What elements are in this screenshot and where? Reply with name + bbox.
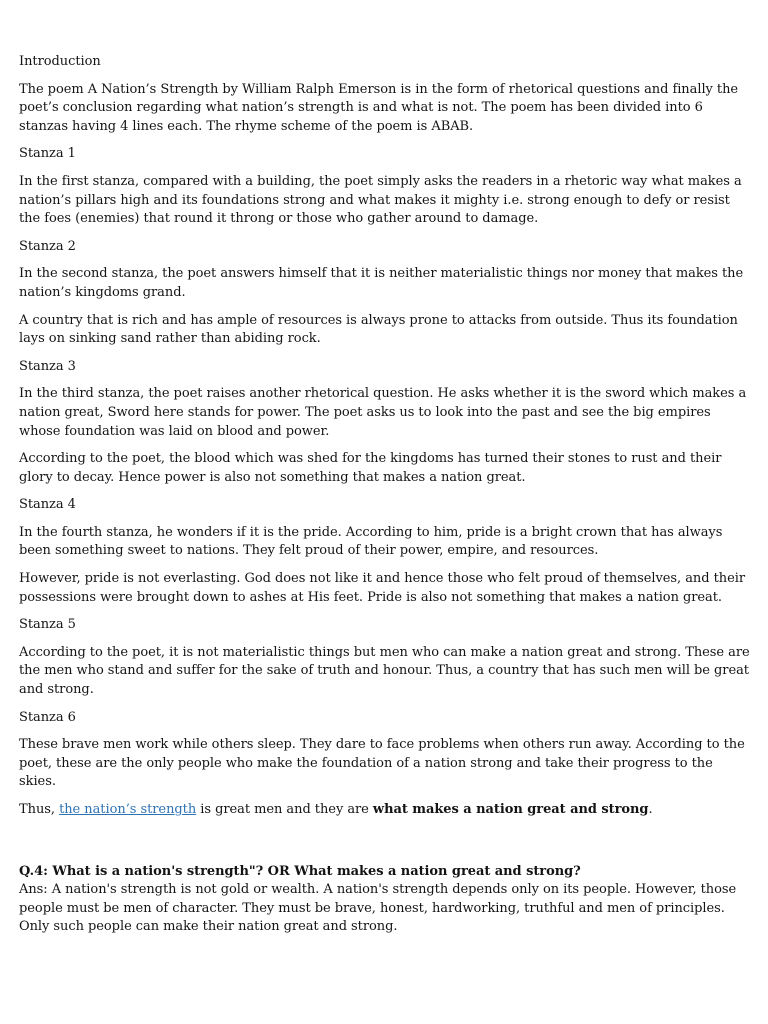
conclusion-bold-phrase: what makes a nation great and strong: [372, 802, 649, 817]
conclusion-paragraph: [19, 801, 752, 820]
stanza-6-heading: Stanza 6: [19, 709, 76, 725]
section-spacer: [19, 829, 752, 863]
stanza-6-paragraph-1: These brave men work while others sleep. They dare to face problems when others run away. According to the poet, these are the only people who make the foundation of a nation strong and take their progress to the skies.: [19, 737, 745, 790]
stanza-4-heading: Stanza 4: [19, 497, 76, 513]
stanza-2-paragraph-2: A country that is rich and has ample of resources is always prone to attacks from outside. Thus its foundation lays on sinking sand rather than abiding rock.: [19, 312, 738, 347]
stanza-1-paragraph-1: In the first stanza, compared with a building, the poet simply asks the readers in a rhetoric way what makes a nation’s pillars high and its foundations strong and what makes it mighty i.e. strong enough to defy or resist the foes (enemies) that round it throng or those who gather around to damage.: [19, 173, 742, 227]
stanza-4-paragraph-2: However, pride is not everlasting. God does not like it and hence those who felt proud of themselves, and their possessions were brought down to ashes at His feet. Pride is also not something that makes a nation great.: [19, 571, 745, 605]
stanza-3-paragraph-2: According to the poet, the blood which was shed for the kingdoms has turned their stones to rust and their glory to decay. Hence power is also not something that makes a nation great.: [19, 451, 722, 485]
stanza-5-paragraph-1: According to the poet, it is not materialistic things but men who can make a nation great and strong. These are the men who stand and suffer for the sake of truth and honour. Thus, a country that has such men will be great and strong.: [19, 644, 750, 698]
conclusion-suffix: .: [648, 802, 653, 817]
answer-4: Ans: A nation's strength is not gold or wealth. A nation's strength depends only on its people. However, those people must be men of character. They must be brave, honest, hardworking, truthful and men of principles. Only such people can make their nation great and strong.: [19, 882, 737, 935]
conclusion-prefix: Thus,: [19, 802, 60, 817]
stanza-3-heading: Stanza 3: [19, 358, 76, 374]
conclusion-middle: is great men and they are: [196, 802, 373, 817]
stanza-5-heading: Stanza 5: [19, 617, 76, 633]
stanza-4-paragraph-1: In the fourth stanza, he wonders if it is the pride. According to him, pride is a bright crown that has always been something sweet to nations. They felt proud of their power, empire, and resources.: [19, 524, 723, 559]
stanza-1-heading: Stanza 1: [19, 146, 76, 162]
stanza-2-paragraph-1: In the second stanza, the poet answers himself that it is neither materialistic things nor money that makes the nation’s kingdoms grand.: [19, 266, 744, 300]
intro-heading: Introduction: [19, 54, 101, 69]
stanza-3-paragraph-1: In the third stanza, the poet raises another rhetorical question. He asks whether it is the sword which makes a nation great, Sword here stands for power. The poet asks us to look into the past and see the big empires whose foundation was laid on blood and power.: [19, 386, 747, 439]
stanza-2-heading: Stanza 2: [19, 238, 76, 254]
intro-paragraph: The poem A Nation’s Strength by William Ralph Emerson is in the form of rhetorical questions and finally the poet’s conclusion regarding what nation’s strength is and what is not. The poem has been divided into 6 stanzas having 4 lines each. The rhyme scheme of the poem is ABAB.: [19, 81, 739, 134]
question-4: Q.4: What is a nation's strength"? OR What makes a nation great and strong?: [19, 863, 581, 879]
nations-strength-link[interactable]: the nation’s strength: [59, 802, 197, 817]
